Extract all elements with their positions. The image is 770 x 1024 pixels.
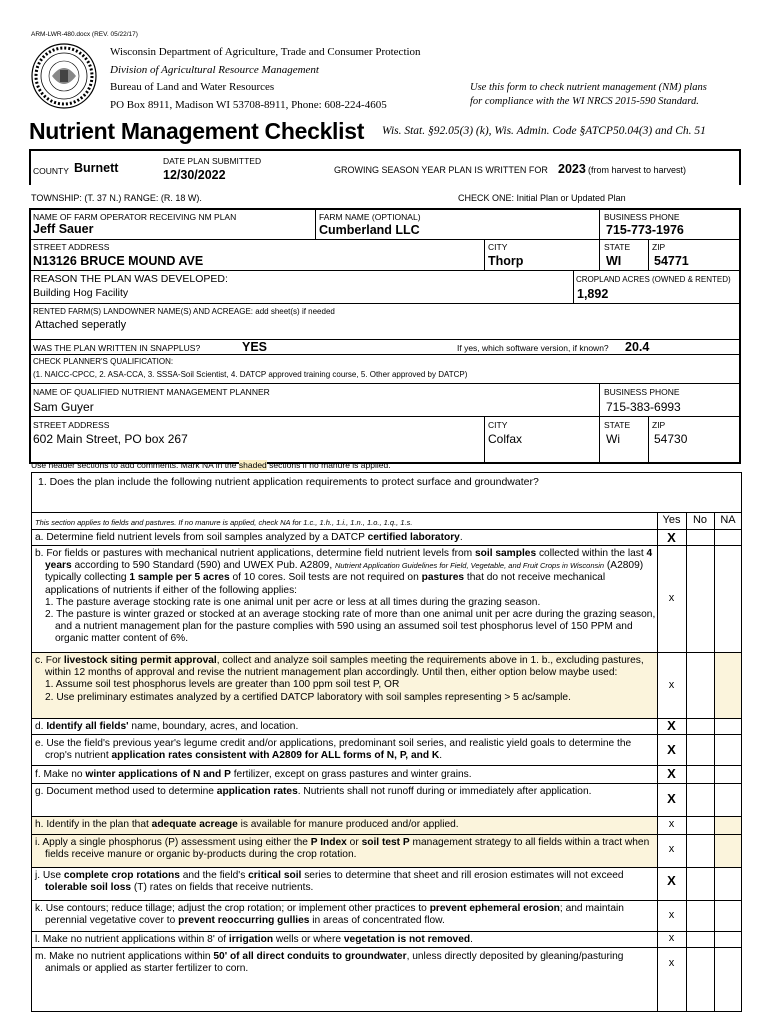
operator-name[interactable]: Jeff Sauer <box>33 222 94 236</box>
season-label: GROWING SEASON YEAR PLAN IS WRITTEN FOR <box>334 165 548 175</box>
item-k: k. Use contours; reduce tillage; adjust the crop rotation; or implement other practices to prevent ephemeral erosion; and maintain perennial vegetative cover to prevent reoccurring gullies in areas of concentrated flow. <box>35 903 624 927</box>
form-note-2: for compliance with the WI NRCS 2015-590 Standard. <box>470 96 699 107</box>
rented-label: RENTED FARM(S) LANDOWNER NAME(S) AND ACREAGE: add sheet(s) if needed <box>33 307 335 316</box>
item-a-yes-check[interactable]: X <box>667 530 676 545</box>
farm-name-label: FARM NAME (OPTIONAL) <box>319 212 421 222</box>
item-i-yes-check[interactable]: x <box>668 843 675 855</box>
item-d: d. Identify all fields' name, boundary, acres, and location. <box>35 721 299 732</box>
date-value[interactable]: 12/30/2022 <box>163 168 226 182</box>
planner-phone-label: BUSINESS PHONE <box>604 387 680 397</box>
bureau-name: Bureau of Land and Water Resources <box>110 81 275 93</box>
street-label: STREET ADDRESS <box>33 242 110 252</box>
state-label: STATE <box>604 242 631 252</box>
season-suffix: (from harvest to harvest) <box>588 165 687 175</box>
wisconsin-seal <box>30 42 98 110</box>
item-k-yes-check[interactable]: x <box>668 909 675 921</box>
item-c: c. For livestock siting permit approval, collect and analyze soil samples meeting the requirements above in 1. b., excluding pastures, within 12 months of approval and revise the nutrient management plan accordingly. Until then, either option below maybe used: 1. Assume soil test phosphorus levels are greater than 100 ppm soil test P, OR 2. Use preliminary estimates analyzed by a certified DATCP laboratory with soil samples representing > 5 ac/sample. <box>35 655 644 703</box>
item-f: f. Make no winter applications of N and P fertilizer, except on grass pastures and winter grains. <box>35 769 472 780</box>
reason-value[interactable]: Building Hog Facility <box>33 287 129 299</box>
business-phone-label: BUSINESS PHONE <box>604 212 680 222</box>
no-header: No <box>692 514 708 526</box>
season-year[interactable]: 2023 <box>558 162 586 176</box>
qualification-label: CHECK PLANNER'S QUALIFICATION: <box>33 357 174 366</box>
software-version-label: If yes, which software version, if known? <box>457 343 609 353</box>
item-l: l. Make no nutrient applications within 8' of irrigation wells or where vegetation is not removed. <box>35 934 473 945</box>
planner-street-label: STREET ADDRESS <box>33 420 110 430</box>
item-e: e. Use the field's previous year's legume credit and/or applications, predominant soil series, and realistic yield goals to determine the crop's nutrient application rates consistent with A2809 for ALL forms of N, P, and K. <box>35 738 632 762</box>
item-b-yes-check[interactable]: x <box>668 592 675 604</box>
township-range[interactable]: TOWNSHIP: (T. 37 N.) RANGE: (R. 18 W). <box>31 193 202 203</box>
page-title: Nutrient Management Checklist <box>29 118 365 144</box>
item-m: m. Make no nutrient applications within 50' of all direct conduits to groundwater, unless directly deposited by gleaning/pasturing animals or applied as starter fertilizer to corn. <box>35 951 624 975</box>
item-c-yes-check[interactable]: x <box>668 679 675 691</box>
division-name: Division of Agricultural Resource Management <box>110 63 319 76</box>
planner-city[interactable]: Colfax <box>488 432 523 446</box>
item-g-yes-check[interactable]: X <box>667 791 676 806</box>
reason-label: REASON THE PLAN WAS DEVELOPED: <box>33 273 228 285</box>
na-header: NA <box>720 514 736 526</box>
business-phone[interactable]: 715-773-1976 <box>606 223 684 237</box>
planner-city-label: CITY <box>488 420 508 430</box>
planner-state[interactable]: Wi <box>606 432 620 446</box>
planner-state-label: STATE <box>604 420 631 430</box>
yes-header: Yes <box>662 514 681 526</box>
county-value[interactable]: Burnett <box>74 161 119 175</box>
form-code: ARM-LWR-480.docx (REV. 05/22/17) <box>31 31 138 38</box>
farm-info-box <box>29 208 741 464</box>
item-e-yes-check[interactable]: X <box>667 742 676 757</box>
rented-value[interactable]: Attached seperatly <box>35 319 127 331</box>
item-h-yes-check[interactable]: x <box>668 818 675 830</box>
item-h: h. Identify in the plan that adequate acreage is available for manure produced and/or applied. <box>35 819 459 830</box>
instructions: Use header sections to add comments. Mark NA in the shaded sections if no manure is applied. <box>31 460 391 470</box>
county-label: COUNTY <box>33 166 69 176</box>
item-a: a. Determine field nutrient levels from soil samples analyzed by a DATCP certified laboratory. <box>35 532 463 543</box>
agency-name: Wisconsin Department of Agriculture, Trade and Consumer Protection <box>110 46 421 58</box>
item-l-yes-check[interactable]: x <box>668 932 675 944</box>
item-d-yes-check[interactable]: X <box>667 718 676 733</box>
date-label: DATE PLAN SUBMITTED <box>163 156 262 166</box>
check-one[interactable]: CHECK ONE: Initial Plan or Updated Plan <box>458 193 626 203</box>
planner-name-label: NAME OF QUALIFIED NUTRIENT MANAGEMENT PLANNER <box>33 387 270 397</box>
question-1: 1. Does the plan include the following nutrient application requirements to protect surface and groundwater? <box>38 476 539 488</box>
city-value[interactable]: Thorp <box>488 254 524 268</box>
planner-zip[interactable]: 54730 <box>654 432 688 446</box>
operator-label: NAME OF FARM OPERATOR RECEIVING NM PLAN <box>33 212 237 222</box>
item-m-yes-check[interactable]: x <box>668 957 675 969</box>
planner-zip-label: ZIP <box>652 420 666 430</box>
item-f-yes-check[interactable]: X <box>667 766 676 781</box>
zip-value[interactable]: 54771 <box>654 254 689 268</box>
zip-label: ZIP <box>652 242 666 252</box>
planner-name[interactable]: Sam Guyer <box>33 400 94 414</box>
item-i: i. Apply a single phosphorus (P) assessment using either the P Index or soil test P management strategy to all fields within a tract when fields receive manure or organic by-products during the crop rotation. <box>35 837 650 861</box>
section-scope: This section applies to fields and pastures. If no manure is applied, check NA for 1.c., 1.h., 1.i., 1.n., 1.o., 1.q., 1.s. <box>35 518 413 527</box>
statute-reference: Wis. Stat. §92.05(3) (k), Wis. Admin. Code §ATCP50.04(3) and Ch. 51 <box>382 125 706 137</box>
form-note-1: Use this form to check nutrient management (NM) plans <box>470 82 707 93</box>
qualification-options[interactable]: (1. NAICC-CPCC, 2. ASA-CCA, 3. SSSA-Soil Scientist, 4. DATCP approved training course, 5. Other approved by DATCP) <box>33 370 468 379</box>
cropland-acres-label: CROPLAND ACRES (OWNED & RENTED) <box>576 275 731 284</box>
farm-name[interactable]: Cumberland LLC <box>319 223 420 237</box>
item-b: b. For fields or pastures with mechanical nutrient applications, determine field nutrient levels from soil samples collected within the last 4 years according to 590 Standard (590) and UWEX Pub. A2809, Nutrient Application Guidelines for Field, Vegetable, and Fruit Crops in Wisconsin (A2809) typically collecting 1 sample per 5 acres of 10 cores. Soil tests are not required on pastures that do not receive mechanical applications of nutrients if either of the following applies: 1. The pasture average stocking rate is one animal unit per acre or less at all times during the grazing season. 2. The pasture is winter grazed or stocked at an average stocking rate of more than one animal unit per acre during the grazing season, and a nutrient management plan for the pasture complies with 590 using an assumed soil test phosphorus level of 150 PPM and organic matter content of 6%. <box>35 548 656 645</box>
cropland-acres[interactable]: 1,892 <box>577 287 609 301</box>
agency-address: PO Box 8911, Madison WI 53708-8911, Phone: 608-224-4605 <box>110 98 387 111</box>
planner-phone[interactable]: 715-383-6993 <box>606 400 681 414</box>
software-version[interactable]: 20.4 <box>625 340 650 354</box>
item-j: j. Use complete crop rotations and the field's critical soil series to determine that sheet and rill erosion estimates will not exceed tolerable soil loss (T) rates on fields that receive nutrients. <box>35 870 624 894</box>
state-value[interactable]: WI <box>606 254 622 268</box>
city-label: CITY <box>488 242 508 252</box>
snapplus-value[interactable]: YES <box>242 340 268 354</box>
street-address[interactable]: N13126 BRUCE MOUND AVE <box>33 254 204 268</box>
item-j-yes-check[interactable]: X <box>667 873 676 888</box>
snapplus-label: WAS THE PLAN WRITTEN IN SNAPPLUS? <box>33 343 201 353</box>
planner-street[interactable]: 602 Main Street, PO box 267 <box>33 432 188 446</box>
item-g: g. Document method used to determine application rates. Nutrients shall not runoff during or immediately after application. <box>35 786 592 797</box>
